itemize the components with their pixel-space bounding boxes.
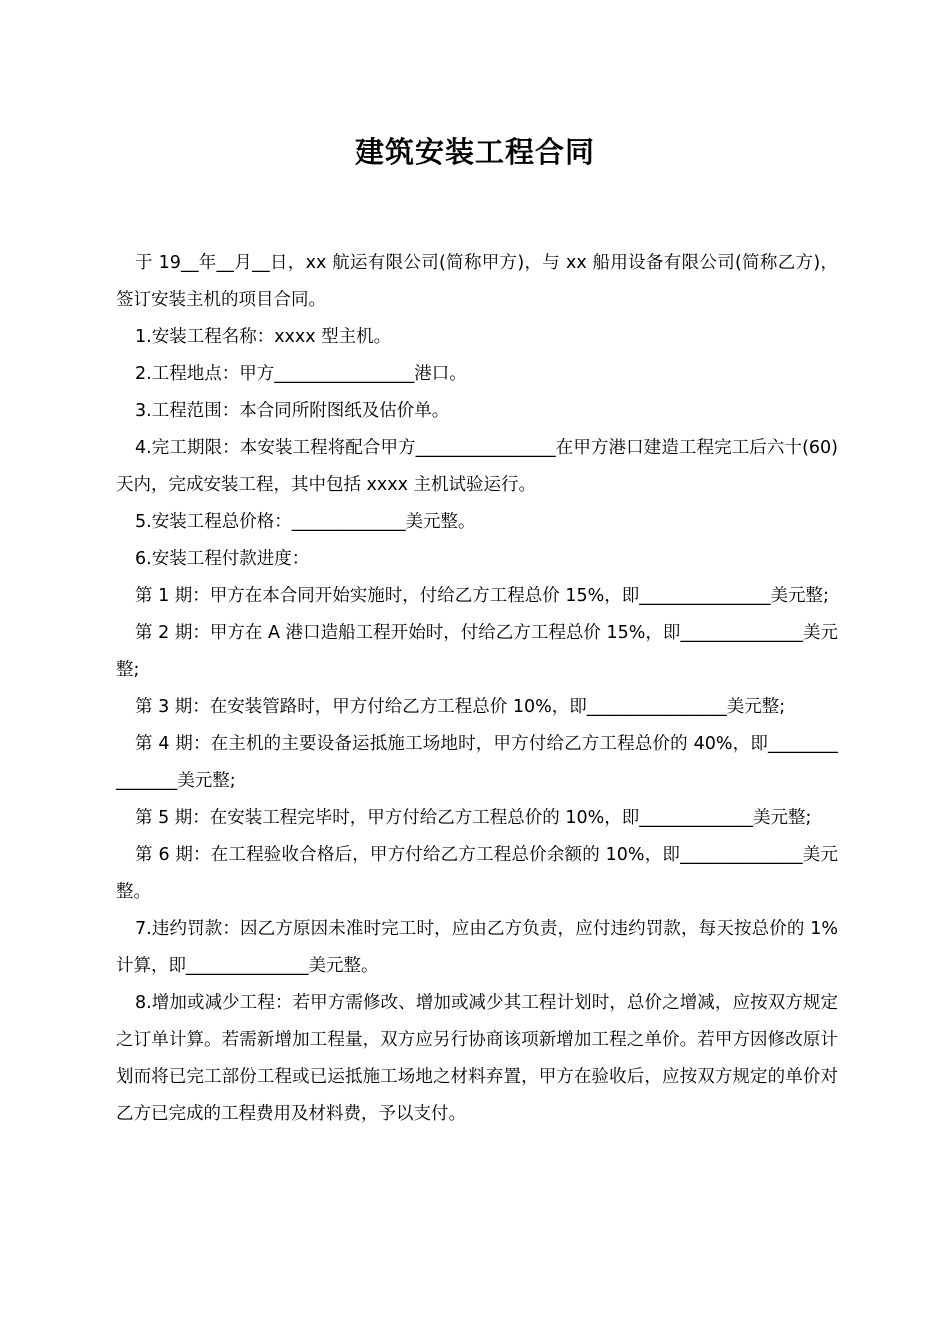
clause-payment-schedule: 6.安装工程付款进度：	[135, 549, 310, 569]
clause-project-location: 2.工程地点：甲方________________港口。	[135, 364, 467, 384]
payment-phase-1: 第 1 期：甲方在本合同开始实施时，付给乙方工程总价 15%，即_______________美元整;	[135, 586, 829, 606]
clause-penalty: 7.违约罚款：因乙方原因未准时完工时，应由乙方负责，应付违约罚款，每天按总价的 1%计算，即______________美元整。	[116, 919, 838, 976]
payment-phase-2: 第 2 期：甲方在 A 港口造船工程开始时，付给乙方工程总价 15%，即______________美元整;	[116, 623, 838, 680]
clause-completion-deadline: 4.完工期限：本安装工程将配合甲方________________在甲方港口建造工程完工后六十(60)天内，完成安装工程，其中包括 xxxx 主机试验运行。	[116, 438, 838, 495]
clause-project-scope: 3.工程范围：本合同所附图纸及估价单。	[135, 401, 450, 421]
payment-phase-4: 第 4 期：在主机的主要设备运抵施工场地时，甲方付给乙方工程总价的 40%，即_______________美元整;	[116, 734, 838, 791]
payment-phase-3: 第 3 期：在安装管路时，甲方付给乙方工程总价 10%，即________________美元整;	[135, 697, 786, 717]
payment-phase-6: 第 6 期：在工程验收合格后，甲方付给乙方工程总价余额的 10%，即______________美元整。	[116, 845, 838, 902]
clause-total-price: 5.安装工程总价格：_____________美元整。	[135, 512, 476, 532]
clause-change-of-work: 8.增加或减少工程：若甲方需修改、增加或减少其工程计划时，总价之增减，应按双方规定之订单计算。若需新增加工程量，双方应另行协商该项新增加工程之单价。若甲方因修改原计划而将已完工部份工程或已运抵施工场地之材料弃置，甲方在验收后，应按双方规定的单价对乙方已完成的工程费用及材料费，予以支付。	[116, 993, 838, 1124]
document-body	[116, 245, 838, 1133]
document-title: 建筑安装工程合同	[354, 135, 595, 169]
payment-phase-5: 第 5 期：在安装工程完毕时，甲方付给乙方工程总价的 10%，即_____________美元整;	[135, 808, 812, 828]
clause-project-name: 1.安装工程名称：xxxx 型主机。	[135, 327, 392, 347]
intro-paragraph: 于 19__年__月__日，xx 航运有限公司(简称甲方)，与 xx 船用设备有限公司(简称乙方)，签订安装主机的项目合同。	[116, 253, 838, 310]
